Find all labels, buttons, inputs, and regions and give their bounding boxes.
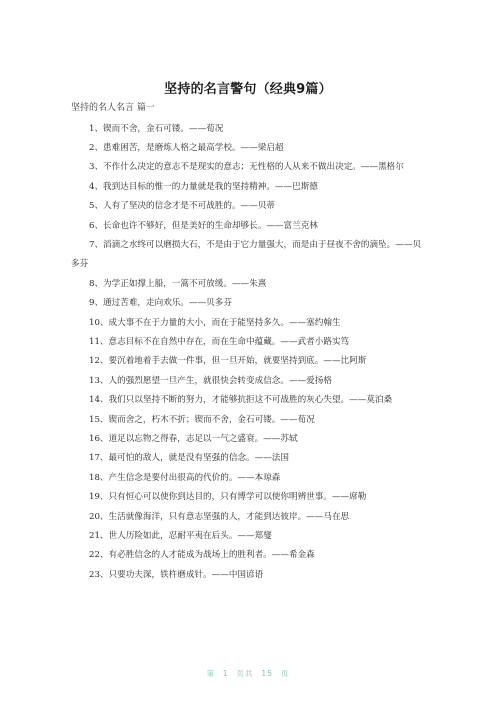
page-mid-label: 页共: [236, 669, 254, 678]
quote-item: 22、有必胜信念的人才能成为战场上的胜利者。——希金森: [89, 550, 315, 561]
page-footer: [0, 668, 496, 679]
page-total: 15: [261, 669, 274, 678]
quote-item: 13、人的强烈愿望一旦产生，就很快会转变成信念。——爱扬格: [89, 375, 332, 386]
quote-item: 14、我们只以坚持不断的努力，才能够抗拒这不可战胜的灰心失望。——莫泊桑: [89, 395, 393, 406]
page-current: 1: [222, 669, 229, 678]
quote-item: 17、最可怕的敌人，就是没有坚强的信念。——法国: [89, 453, 289, 464]
quote-item: 20、生活就像海洋，只有意志坚强的人，才能到达彼岸。——马在思: [89, 511, 350, 522]
quote-item: 9、通过苦难，走向欢乐。——贝多芬: [89, 298, 232, 309]
quote-item: 11、意志目标不在自然中存在，而在生命中蕴藏。——武者小路实笃: [89, 336, 350, 347]
quote-item: 8、为学正如撑上船，一篙不可放缓。——朱熹: [89, 278, 267, 289]
section-heading: 坚持的名人名言 篇一: [71, 103, 155, 113]
quote-item: 3、不作什么决定的意志不是现实的意志；无性格的人从来不做出决定。——黑格尔: [89, 162, 404, 173]
page-label: 第: [206, 669, 216, 678]
quote-item: 15、锲而舍之，朽木不折；锲而不舍，金石可镂。——荀况: [89, 414, 315, 425]
quote-item: 4、我到达目标的惟一的力量就是我的坚持精神。——巴斯德: [89, 181, 318, 192]
quote-item: 12、要沉着地着手去做一件事，但一旦开始，就要坚持到底。——比阿斯: [89, 356, 367, 367]
page-end-label: 页: [280, 669, 290, 678]
quote-item: 23、只要功夫深，铁杵磨成针。——中国谚语: [89, 569, 264, 580]
quote-list: [71, 120, 427, 586]
quote-item: 7、滔滴之水终可以磨损大石，不是由于它力量强大，而是由于昼夜不舍的滴坠。——贝多芬: [71, 239, 422, 270]
document-title: 坚持的名言警句（经典9篇）: [164, 82, 332, 97]
quote-item: 18、产生信念是要付出很高的代价的。——本琼森: [89, 472, 281, 483]
quote-item: 1、锲而不舍，金石可镂。——荀况: [89, 123, 224, 134]
quote-item: 5、人有了坚决的信念才是不可战胜的。——贝蒂: [89, 201, 275, 212]
quote-item: 21、世人历险如此，忍耐平夷在后头。——郑燮: [89, 531, 272, 542]
quote-item: 6、长命也许不够好，但是美好的生命却够长。——富兰克林: [89, 220, 318, 231]
quote-item: 16、道足以忘物之得春，志足以一气之盛衰。——苏轼: [89, 434, 298, 444]
quote-item: 19、只有恒心可以使你到达目的，只有博学可以使你明辨世事。——席勒: [89, 492, 367, 503]
quote-item: 10、成大事不在于力量的大小，而在于能坚持多久。——塞约翰生: [89, 317, 341, 328]
quote-item: 2、患难困苦，是磨炼人格之最高学校。——梁启超: [89, 142, 284, 153]
